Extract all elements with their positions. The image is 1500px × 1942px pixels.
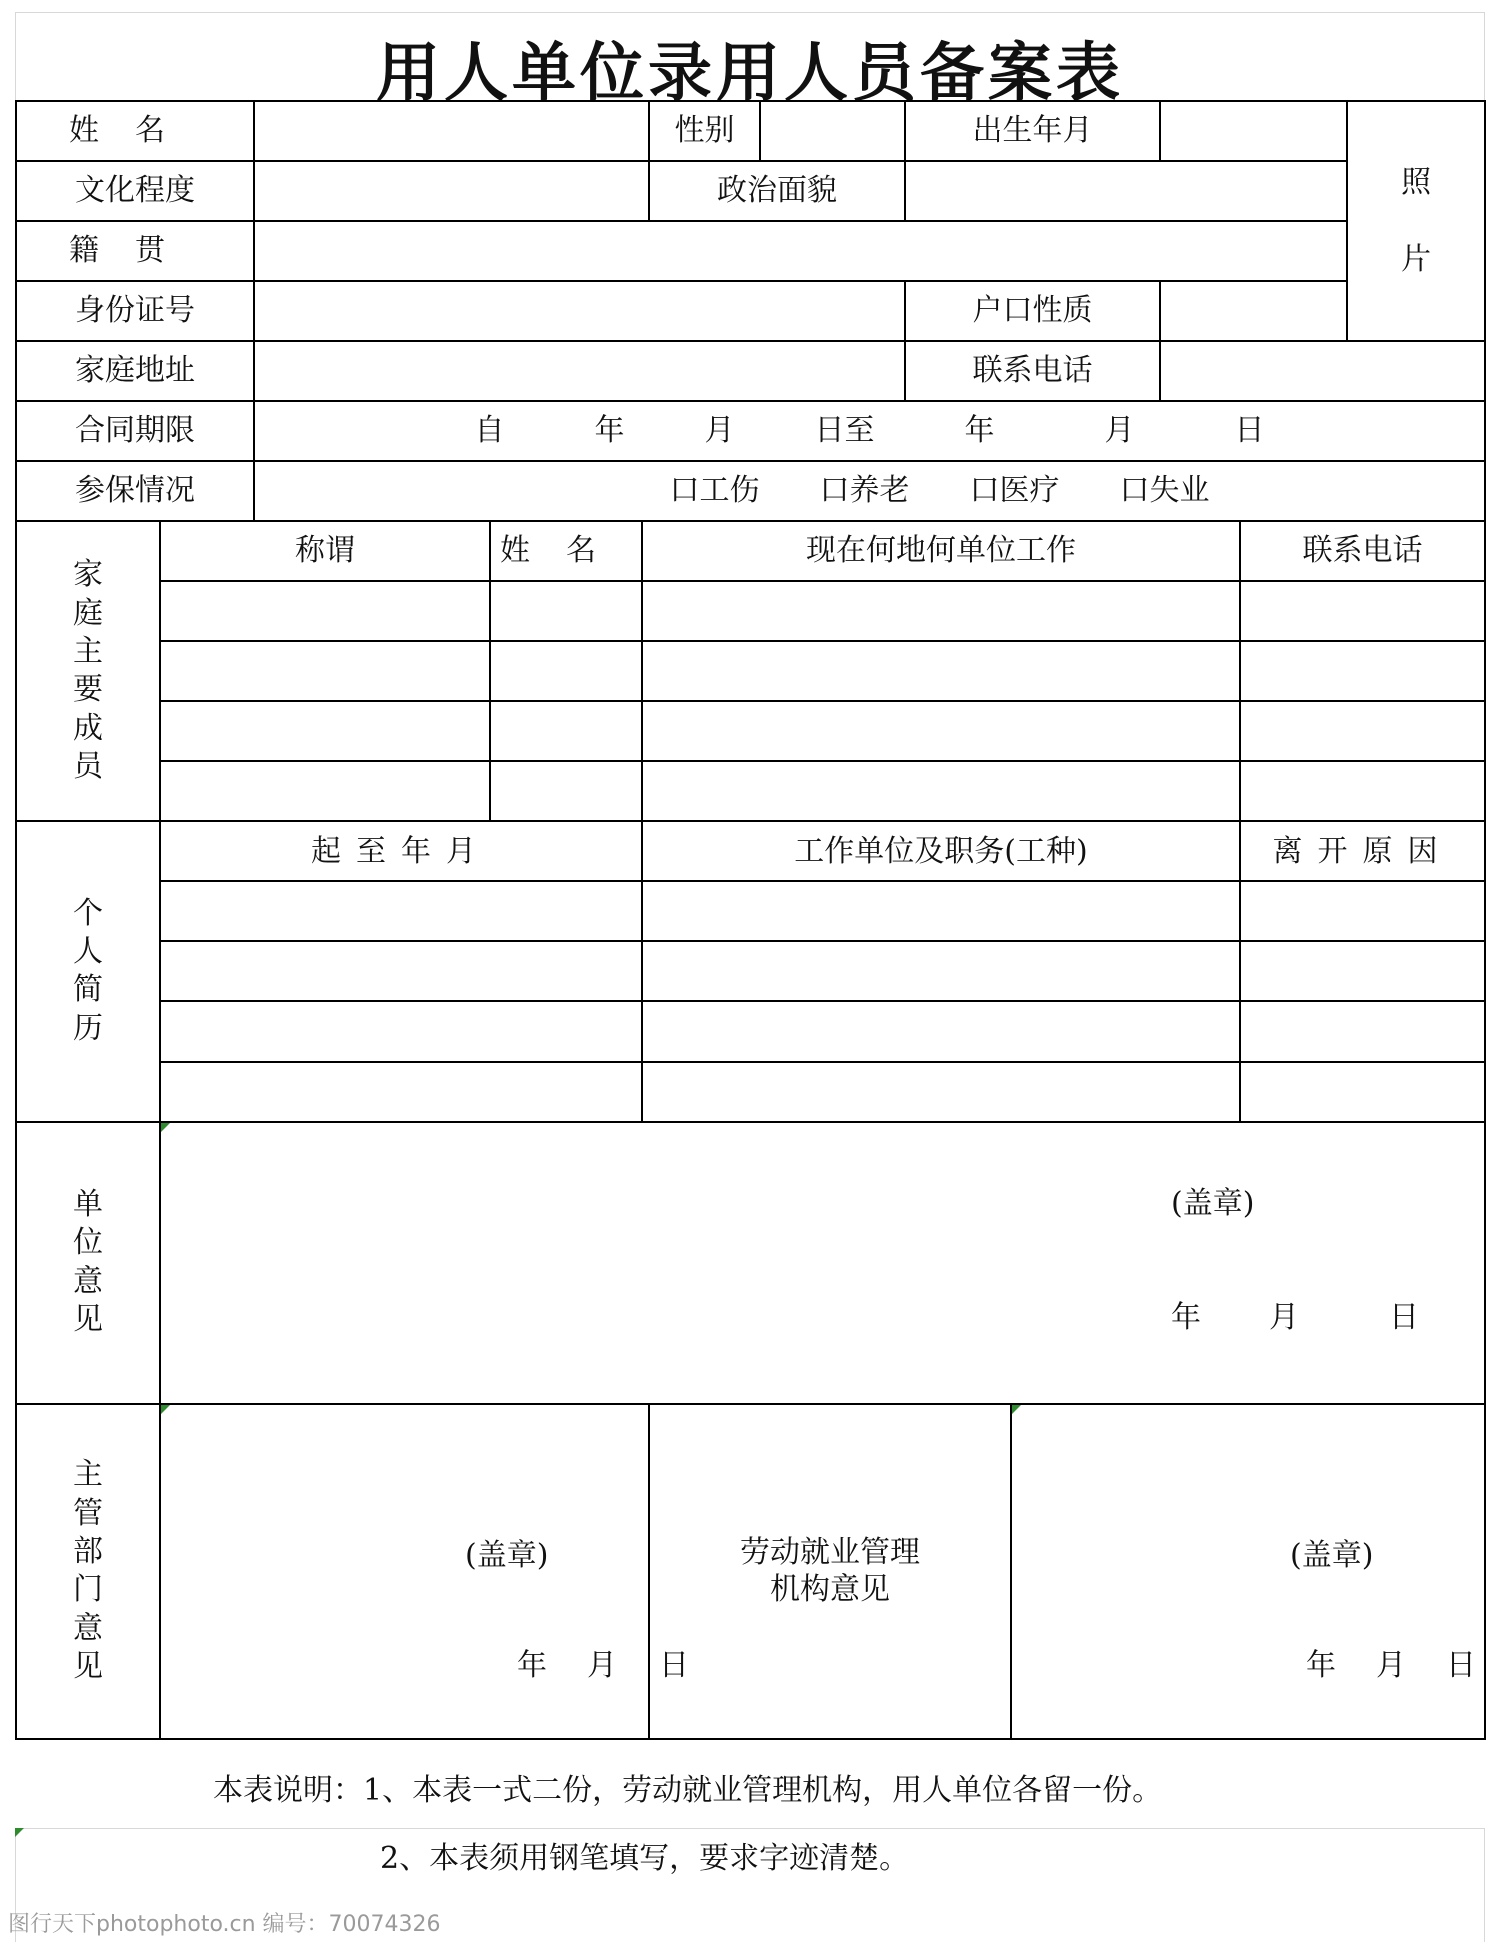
corner-marker — [161, 1405, 170, 1414]
labor-office-stamp: (盖章) — [1290, 1537, 1374, 1573]
authority-opinion-field[interactable] — [160, 1404, 689, 1739]
authority-opinion-row — [16, 1404, 1485, 1739]
authority-date: 年 月 日 — [517, 1647, 689, 1683]
insurance-unemployment-checkbox[interactable]: 口失业 — [1119, 473, 1210, 509]
resume-header-period: 起至年月 — [160, 821, 642, 881]
family-name-cell[interactable] — [490, 581, 642, 641]
id-field[interactable] — [254, 281, 905, 341]
unit-stamp: (盖章) — [1171, 1185, 1255, 1221]
labor-office-label: 劳动就业管理机构意见 — [649, 1404, 1011, 1739]
resume-workplace-cell[interactable] — [642, 1062, 1240, 1122]
insurance-pension-checkbox[interactable]: 口养老 — [819, 473, 910, 509]
contract-field[interactable] — [254, 401, 1485, 461]
resume-workplace-cell[interactable] — [642, 1001, 1240, 1061]
family-header-workplace: 现在何地何单位工作 — [642, 521, 1240, 581]
resume-period-cell[interactable] — [160, 881, 642, 941]
family-row — [16, 701, 1485, 761]
family-relation-cell[interactable] — [160, 641, 490, 701]
family-header-relation: 称谓 — [160, 521, 490, 581]
political-label: 政治面貌 — [649, 161, 905, 221]
contract-period — [255, 412, 1484, 450]
phone-label: 联系电话 — [905, 341, 1160, 401]
resume-reason-cell[interactable] — [1240, 941, 1485, 1001]
row-education — [16, 161, 1485, 221]
family-section-label: 家庭主要成员 — [16, 521, 160, 821]
resume-header-row — [16, 821, 1485, 881]
photo-label-2: 片 — [1401, 242, 1432, 278]
id-label: 身份证号 — [16, 281, 254, 341]
corner-marker — [1012, 1405, 1021, 1414]
footer-divider-right — [1484, 1828, 1485, 1942]
birth-field[interactable] — [1160, 101, 1347, 161]
unit-opinion-row — [16, 1122, 1485, 1404]
gender-label: 性别 — [649, 101, 760, 161]
contract-year-2: 年 — [964, 413, 995, 449]
row-native — [16, 221, 1485, 281]
resume-reason-cell[interactable] — [1240, 1062, 1485, 1122]
watermark: 图行天下photophoto.cn 编号：70074326 — [8, 1912, 441, 1937]
hukou-field[interactable] — [1160, 281, 1347, 341]
contract-day-to: 日至 — [814, 413, 875, 449]
resume-reason-cell[interactable] — [1240, 881, 1485, 941]
row-id — [16, 281, 1485, 341]
insurance-field — [254, 461, 1485, 521]
note-line-1: 本表说明：1、本表一式二份，劳动就业管理机构，用人单位各留一份。 — [213, 1773, 1163, 1808]
resume-workplace-cell[interactable] — [642, 941, 1240, 1001]
registration-form — [15, 100, 1486, 1740]
political-field[interactable] — [905, 161, 1347, 221]
authority-stamp: (盖章) — [465, 1537, 549, 1573]
unit-opinion-box — [161, 1123, 1484, 1403]
contract-year-1: 年 — [594, 413, 625, 449]
family-row — [16, 581, 1485, 641]
family-phone-cell[interactable] — [1240, 701, 1485, 761]
insurance-label: 参保情况 — [16, 461, 254, 521]
insurance-options — [395, 472, 1484, 510]
native-field[interactable] — [254, 221, 1347, 281]
resume-reason-cell[interactable] — [1240, 1001, 1485, 1061]
resume-workplace-cell[interactable] — [642, 881, 1240, 941]
labor-office-field[interactable] — [1011, 1404, 1485, 1739]
row-address — [16, 341, 1485, 401]
row-insurance — [16, 461, 1485, 521]
unit-opinion-field[interactable] — [160, 1122, 1485, 1404]
contract-day-2: 日 — [1234, 413, 1265, 449]
resume-period-cell[interactable] — [160, 1062, 642, 1122]
contract-from: 自 — [474, 413, 505, 449]
photo-box[interactable] — [1347, 101, 1485, 341]
name-field[interactable] — [254, 101, 649, 161]
authority-opinion-label: 主管部门意见 — [16, 1404, 160, 1739]
resume-row — [16, 881, 1485, 941]
birth-label: 出生年月 — [905, 101, 1160, 161]
top-frame-line — [15, 12, 1485, 13]
insurance-injury-checkbox[interactable]: 口工伤 — [669, 473, 760, 509]
contract-label: 合同期限 — [16, 401, 254, 461]
family-relation-cell[interactable] — [160, 581, 490, 641]
address-field[interactable] — [254, 341, 905, 401]
name-label: 姓名 — [16, 101, 254, 161]
family-workplace-cell[interactable] — [642, 581, 1240, 641]
family-row — [16, 641, 1485, 701]
resume-period-cell[interactable] — [160, 1001, 642, 1061]
footer-divider — [15, 1828, 1485, 1829]
education-field[interactable] — [254, 161, 649, 221]
family-phone-cell[interactable] — [1240, 641, 1485, 701]
family-workplace-cell[interactable] — [642, 701, 1240, 761]
address-label: 家庭地址 — [16, 341, 254, 401]
authority-opinion-box — [161, 1405, 689, 1738]
corner-marker — [161, 1123, 170, 1132]
family-header-row — [16, 521, 1485, 581]
resume-row — [16, 941, 1485, 1001]
note-line-2: 2、本表须用钢笔填写，要求字迹清楚。 — [380, 1841, 910, 1876]
family-name-cell[interactable] — [490, 701, 642, 761]
labor-office-box — [1012, 1405, 1484, 1738]
row-contract — [16, 401, 1485, 461]
unit-date: 年 月 日 — [1171, 1299, 1419, 1335]
family-relation-cell[interactable] — [160, 761, 490, 821]
resume-section-label: 个人简历 — [16, 821, 160, 1121]
photo-label-1: 照 — [1401, 164, 1432, 200]
insurance-medical-checkbox[interactable]: 口医疗 — [969, 473, 1060, 509]
resume-row — [16, 1062, 1485, 1122]
contract-month-1: 月 — [704, 413, 735, 449]
row-name — [16, 101, 1485, 161]
native-label: 籍贯 — [16, 221, 254, 281]
corner-marker — [15, 1828, 24, 1837]
family-name-cell[interactable] — [490, 641, 642, 701]
labor-office-date: 年 月 日 — [1306, 1647, 1477, 1683]
family-header-phone: 联系电话 — [1240, 521, 1485, 581]
family-name-cell[interactable] — [490, 761, 642, 821]
resume-period-cell[interactable] — [160, 941, 642, 1001]
family-phone-cell[interactable] — [1240, 761, 1485, 821]
contract-month-2: 月 — [1104, 413, 1135, 449]
family-relation-cell[interactable] — [160, 701, 490, 761]
resume-header-reason: 离开原因 — [1240, 821, 1485, 881]
family-phone-cell[interactable] — [1240, 581, 1485, 641]
resume-header-workplace: 工作单位及职务(工种) — [642, 821, 1240, 881]
education-label: 文化程度 — [16, 161, 254, 221]
gender-field[interactable] — [760, 101, 905, 161]
family-row — [16, 761, 1485, 821]
family-workplace-cell[interactable] — [642, 641, 1240, 701]
unit-opinion-label: 单位意见 — [16, 1122, 160, 1404]
phone-field[interactable] — [1160, 341, 1485, 401]
family-header-name: 姓名 — [490, 521, 642, 581]
family-workplace-cell[interactable] — [642, 761, 1240, 821]
resume-row — [16, 1001, 1485, 1061]
form-title: 用人单位录用人员备案表 — [376, 36, 1124, 111]
hukou-label: 户口性质 — [905, 281, 1160, 341]
